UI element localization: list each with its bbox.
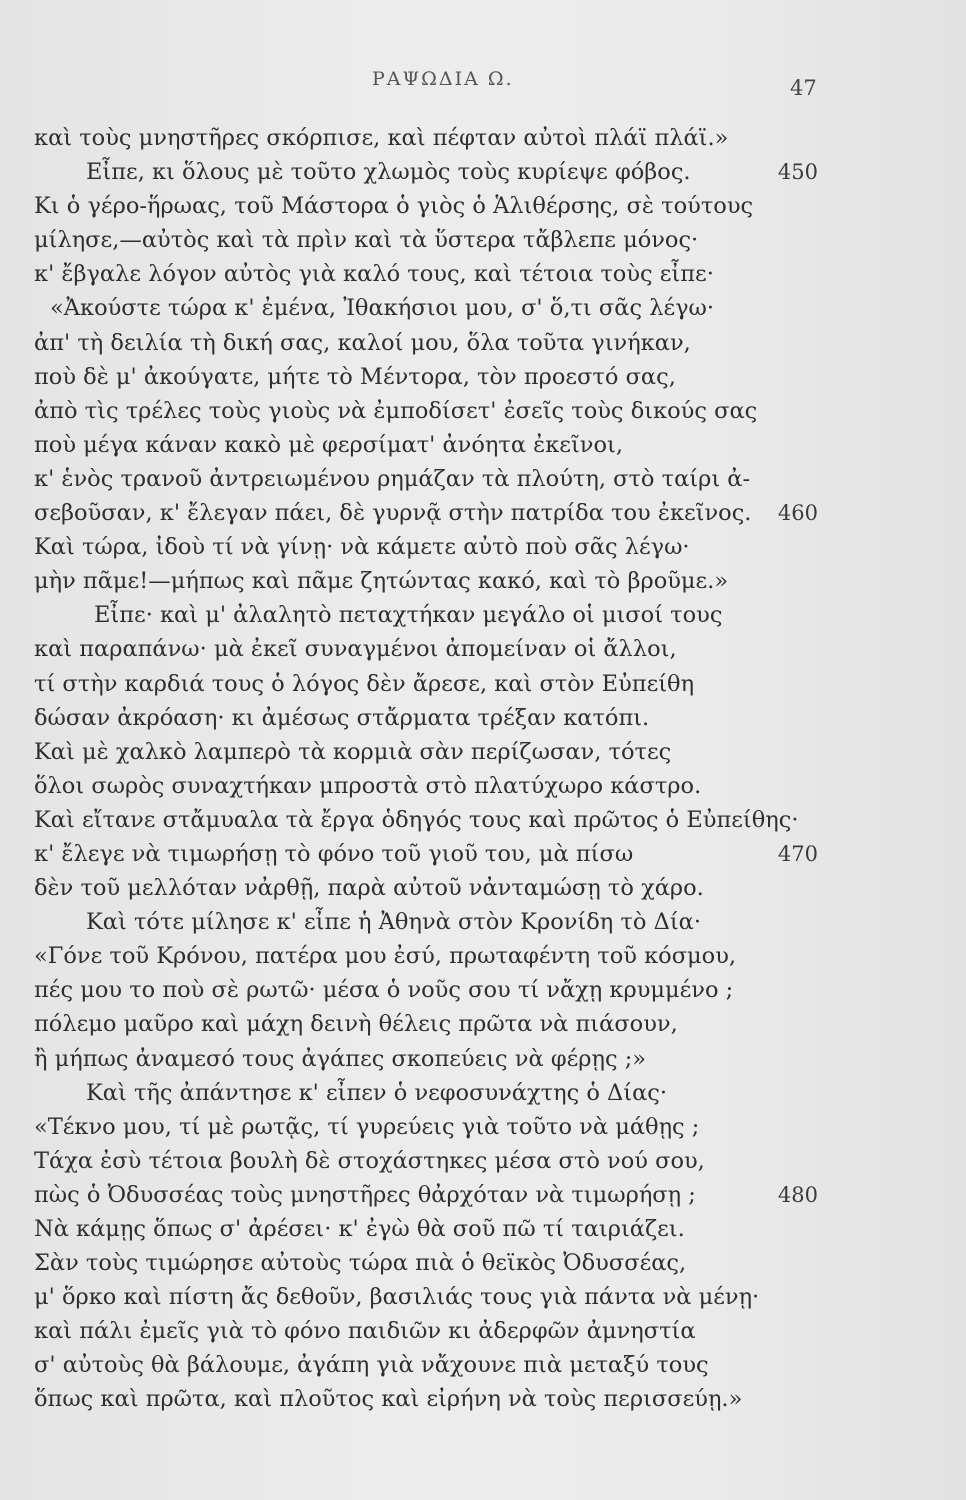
verse-text: ἢ μήπως ἀναμεσό τους ἀγάπες σκοπεύεις νὰ φέρῃς ;» <box>34 1045 647 1072</box>
verse-text: «Ἀκούστε τώρα κ' ἐμένα, Ἰθακήσιοι μου, σ' ὅ,τι σᾶς λέγω· <box>50 295 715 322</box>
verse-line <box>34 326 834 360</box>
verse-text: μὴν πᾶμε!—μήπως καὶ πᾶμε ζητώντας κακό, καὶ τὸ βροῦμε.» <box>34 568 729 595</box>
verse-line <box>34 291 834 325</box>
verse-line <box>34 837 834 871</box>
verse-line <box>34 428 834 462</box>
verse-text: δὲν τοῦ μελλόταν νἀρθῇ, παρὰ αὐτοῦ νἀνταμώσῃ τὸ χάρο. <box>34 875 704 902</box>
verse-line <box>34 155 834 189</box>
verse-text: ἀπ' τὴ δειλία τὴ δική σας, καλοί μου, ὅλα τοῦτα γινήκαν, <box>34 329 691 356</box>
verse-text: Καὶ τῆς ἀπάντησε κ' εἶπεν ὁ νεφοσυνάχτης ὁ Δίας· <box>86 1079 668 1106</box>
verse-text: Νὰ κάμῃς ὅπως σ' ἀρέσει· κ' ἐγὼ θὰ σοῦ πῶ τί ταιριάζει. <box>34 1216 685 1242</box>
verse-text: «Γόνε τοῦ Κρόνου, πατέρα μου ἐσύ, πρωταφέντη τοῦ κόσμου, <box>34 943 737 970</box>
verse-line <box>34 905 834 939</box>
verse-line <box>34 1178 834 1212</box>
verse-text: Καὶ τότε μίλησε κ' εἶπε ἡ Ἀθηνὰ στὸν Κρονίδη τὸ Δία· <box>86 909 701 936</box>
verse-text: Καὶ τώρα, ἰδοὺ τί νὰ γίνῃ· νὰ κάμετε αὐτὸ ποὺ σᾶς λέγω· <box>34 534 690 561</box>
verse-line <box>34 360 834 394</box>
verse-line <box>34 1382 834 1416</box>
page-number: 47 <box>790 76 817 100</box>
verse-line <box>34 121 834 155</box>
running-title: ΡΑΨΩΔΙΑ Ω. <box>372 68 514 90</box>
verse-line <box>34 1007 834 1041</box>
verse-line <box>34 257 834 291</box>
verse-line <box>34 1144 834 1178</box>
verse-line <box>34 803 834 837</box>
verse-text: μ' ὅρκο καὶ πίστη ἄς δεθοῦν, βασιλιάς τους γιὰ πάντα νὰ μένῃ· <box>34 1284 760 1311</box>
verse-line <box>34 1042 834 1076</box>
verse-text: Τάχα ἐσὺ τέτοια βουλὴ δὲ στοχάστηκες μέσα στὸ νού σου, <box>34 1147 705 1174</box>
verse-text: καὶ τοὺς μνηστῆρες σκόρπισε, καὶ πέφταν αὐτοὶ πλάϊ πλάϊ.» <box>34 125 729 151</box>
verse-text: σ' αὐτοὺς θὰ βάλουμε, ἀγάπη γιὰ νἄχουνε πιὰ μεταξύ τους <box>34 1352 709 1379</box>
verse-text: σεβοῦσαν, κ' ἔλεγαν πάει, δὲ γυρνᾷ στὴν πατρίδα του ἐκεῖνος. <box>34 500 752 527</box>
verse-text: τί στὴν καρδιά τους ὁ λόγος δὲν ἄρεσε, καὶ στὸν Εὐπείθη <box>34 670 695 697</box>
verse-text: πές μου το ποὺ σὲ ρωτῶ· μέσα ὁ νοῦς σου τί νἄχῃ κρυμμένο ; <box>34 977 734 1004</box>
verse-line <box>34 394 834 428</box>
verse-line <box>34 1212 834 1246</box>
verse-line <box>34 564 834 598</box>
verse-text: Καὶ μὲ χαλκὸ λαμπερὸ τὰ κορμιὰ σὰν περίζωσαν, τότες <box>34 738 672 765</box>
line-number: 460 <box>777 501 818 526</box>
verse-text: πόλεμο μαῦρο καὶ μάχη δεινὴ θέλεις πρῶτα νὰ πιάσουν, <box>34 1011 678 1038</box>
poem-text <box>34 121 834 1417</box>
verse-text: δώσαν ἀκρόαση· κι ἀμέσως στἄρματα τρέξαν κατόπι. <box>34 704 650 731</box>
verse-text: ποὺ μέγα κάναν κακὸ μὲ φερσίματ' ἀνόητα ἐκεῖνοι, <box>34 431 623 458</box>
verse-text: ἀπὸ τὶς τρέλες τοὺς γιοὺς νὰ ἐμποδίσετ' ἐσεῖς τοὺς δικούς σας <box>34 397 758 424</box>
line-number: 480 <box>777 1182 818 1207</box>
line-number: 470 <box>777 841 818 866</box>
verse-line <box>34 1314 834 1348</box>
verse-line <box>34 1348 834 1382</box>
verse-text: καὶ πάλι ἐμεῖς γιὰ τὸ φόνο παιδιῶν κι ἀδερφῶν ἀμνηστία <box>34 1318 696 1345</box>
verse-line <box>34 598 834 632</box>
verse-line <box>34 189 834 223</box>
verse-text: ποὺ δὲ μ' ἀκούγατε, μήτε τὸ Μέντορα, τὸν προεστό σας, <box>34 363 676 390</box>
verse-line <box>34 462 834 496</box>
verse-line <box>34 1246 834 1280</box>
verse-line <box>34 701 834 735</box>
verse-line <box>34 973 834 1007</box>
verse-line <box>34 632 834 666</box>
verse-text: καὶ παραπάνω· μὰ ἐκεῖ συναγμένοι ἀπομείναν οἱ ἄλλοι, <box>34 636 677 663</box>
verse-text: Καὶ εἴτανε στἄμυαλα τὰ ἔργα ὁδηγός τους καὶ πρῶτος ὁ Εὐπείθης· <box>34 806 799 833</box>
verse-text: ὅπως καὶ πρῶτα, καὶ πλοῦτος καὶ εἰρήνη νὰ τοὺς περισσεύῃ.» <box>34 1386 743 1413</box>
verse-line <box>34 735 834 769</box>
verse-text: Κι ὁ γέρο-ἥρωας, τοῦ Μάστορα ὁ γιὸς ὁ Ἁλιθέρσης, σὲ τούτους <box>34 193 754 220</box>
verse-line <box>34 223 834 257</box>
verse-text: ὅλοι σωρὸς συναχτήκαν μπροστὰ στὸ πλατύχωρο κάστρο. <box>34 772 702 799</box>
verse-text: «Τέκνο μου, τί μὲ ρωτᾷς, τί γυρεύεις γιὰ τοῦτο νὰ μάθῃς ; <box>34 1113 700 1140</box>
verse-line <box>34 871 834 905</box>
verse-line <box>34 939 834 973</box>
verse-text: κ' ἑνὸς τρανοῦ ἀντρειωμένου ρημάζαν τὰ πλούτη, στὸ ταίρι ἀ- <box>34 465 751 492</box>
verse-line <box>34 496 834 530</box>
verse-text: μίλησε,—αὐτὸς καὶ τὰ πρὶν καὶ τὰ ὕστερα τἄβλεπε μόνος· <box>34 227 699 254</box>
verse-text: Εἶπε, κι ὅλους μὲ τοῦτο χλωμὸς τοὺς κυρίεψε φόβος. <box>86 159 691 186</box>
verse-line <box>34 769 834 803</box>
verse-text: Εἶπε· καὶ μ' ἀλαλητὸ πεταχτήκαν μεγάλο οἱ μισοί τους <box>94 602 723 629</box>
page-header <box>0 68 966 98</box>
verse-line <box>34 530 834 564</box>
verse-text: κ' ἔβγαλε λόγον αὐτὸς γιὰ καλό τους, καὶ τέτοια τοὺς εἶπε· <box>34 261 714 288</box>
verse-line <box>34 1076 834 1110</box>
verse-text: πὼς ὁ Ὀδυσσέας τοὺς μνηστῆρες θἀρχόταν νὰ τιμωρήσῃ ; <box>34 1181 696 1208</box>
verse-text: Σὰν τοὺς τιμώρησε αὐτοὺς τώρα πιὰ ὁ θεϊκὸς Ὀδυσσέας, <box>34 1250 687 1277</box>
verse-line <box>34 667 834 701</box>
verse-text: κ' ἔλεγε νὰ τιμωρήσῃ τὸ φόνο τοῦ γιοῦ του, μὰ πίσω <box>34 840 634 867</box>
verse-line <box>34 1280 834 1314</box>
verse-line <box>34 1110 834 1144</box>
line-number: 450 <box>777 160 818 185</box>
